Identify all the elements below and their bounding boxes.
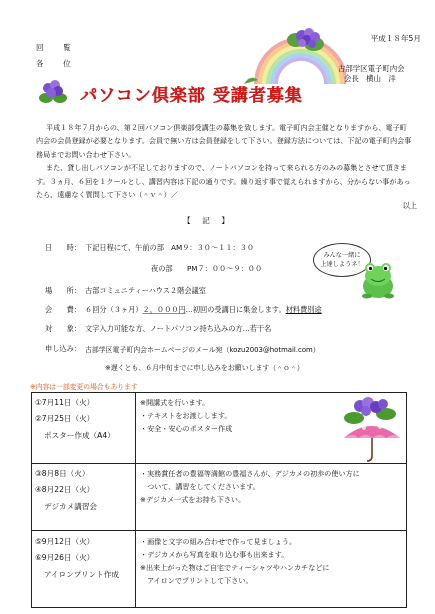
session-date: ①7月11日（火） [35, 398, 95, 407]
bubble-line-1: みんな一緒に [323, 252, 361, 259]
organization-name: 古部学区電子町内会 [338, 64, 405, 73]
session-details [140, 535, 330, 587]
hydrangea-icon [38, 78, 68, 106]
detail-line: ※出来上がった物はご自宅でティーシャツやハンカチなどに [140, 563, 330, 572]
session-date: ③8月8日（火） [35, 469, 90, 478]
bubble-line-2: 上達しようネ！ [320, 261, 364, 268]
session-date: ⑤9月12日（火） [35, 537, 95, 546]
session-date: ④8月22日（火） [35, 485, 95, 494]
apply-label: 申し込み： [45, 344, 81, 353]
ki-header: 【 記 】 [183, 216, 231, 225]
fee-collection: …初回の受講日に集金します。 [185, 305, 286, 314]
fee-amount: ２，０００円 [142, 305, 186, 314]
detail-line: ついて、講習をしてくださいます。 [140, 482, 260, 491]
session-details [140, 467, 360, 506]
detail-line: ・実務賞任者の豊福等満館の豊福さんが、デジカメの初歩の使い方に [140, 469, 360, 478]
session-topic: アイロンプリント作成 [44, 570, 119, 579]
date-value: 下記日程にて、午前の部 AM９：３０～１１：３０ [85, 243, 255, 252]
session-topic: デジカメ講習会 [44, 502, 98, 511]
detail-line: ・テキストをお渡しします。 [140, 411, 232, 420]
intro-text-2: また、貸し出しパソコンが不足しておりますので、ノートパソコンを持って来られる方のみの募集とさせて頂きます。３ヵ月、６回を１クールとし、講習内容は下記の通りです。繰り返す事で覚えられますから、分からない事があったら、遠慮なく質問して下さい（＾ｖ＾）／ [36, 163, 411, 200]
place-label: 場 所： [45, 286, 81, 295]
page-title: パソコン倶楽部 受講者募集 [80, 86, 303, 106]
table-divider [135, 393, 136, 607]
fee-period: ６回分（３ヶ月） [85, 305, 143, 314]
detail-line: ・デジカメから写真を取り込む事も出来ます。 [140, 550, 289, 559]
target-value: 文字入力可能な方、ノートパソコン持ち込みの方…若干名 [85, 324, 272, 333]
circulation-label: 回 覧 [36, 43, 77, 52]
intro-paragraph [36, 121, 412, 201]
organization-block [338, 64, 405, 84]
material-fee: 材料費別途 [285, 305, 322, 314]
fee-label: 会 費： [45, 305, 81, 314]
frog-icon [358, 258, 398, 300]
intro-text: 平成１８年７月からの、第２回パソコン倶楽部受講生の募集を致します。電子町内会主催となりますから、電子町内会の会員登録が必要となります。会員で無い方は会員登録をして下さい。登録方法については、下記の電子町内会事務局までお問い合わせ下さい。 [36, 123, 412, 159]
document-date: 平成１８年5月 [370, 34, 421, 43]
change-notice: ※内容は一部変更の場合もあります [30, 383, 138, 391]
session-date: ②7月25日（火） [35, 414, 95, 423]
addressee-label: 各 位 [36, 59, 77, 68]
detail-line: ・画像と文字の組み合わせで作って見ましょう。 [140, 537, 297, 546]
table-row-separator [32, 530, 406, 531]
fee-value [85, 305, 322, 315]
rainbow-hydrangea-illustration [236, 24, 346, 84]
session-date: ⑥9月26日（火） [35, 553, 95, 562]
detail-line: ※開講式を行います。 [140, 398, 210, 407]
date-value-evening: 夜の部 PM７：００～９：００ [151, 264, 263, 273]
apply-deadline: ※遅くとも、６月中旬までに申し込みをお願いします（＾ｏ＾） [105, 364, 304, 372]
detail-line: ※デジカメ一式をお持ち下さい。 [140, 495, 246, 504]
chairman-name: 会長 横山 洋 [344, 74, 396, 83]
detail-line: ・安全・安心のポスター作成 [140, 424, 233, 433]
place-value: 古部コミュニティーハウス２階会議室 [85, 286, 206, 295]
umbrella-hydrangea-illustration [338, 394, 404, 464]
apply-value: 古部学区電子町内会ホームページのメール宛（kozu2003@hotmail.com） [85, 346, 320, 354]
ijo-label: 以上 [402, 201, 417, 210]
detail-line: アイロンでプリントして下さい。 [140, 576, 253, 585]
session-topic: ポスター作成（A4） [44, 431, 115, 440]
session-details [140, 396, 232, 435]
date-label: 日 時： [45, 243, 81, 252]
target-label: 対 象： [45, 324, 81, 333]
